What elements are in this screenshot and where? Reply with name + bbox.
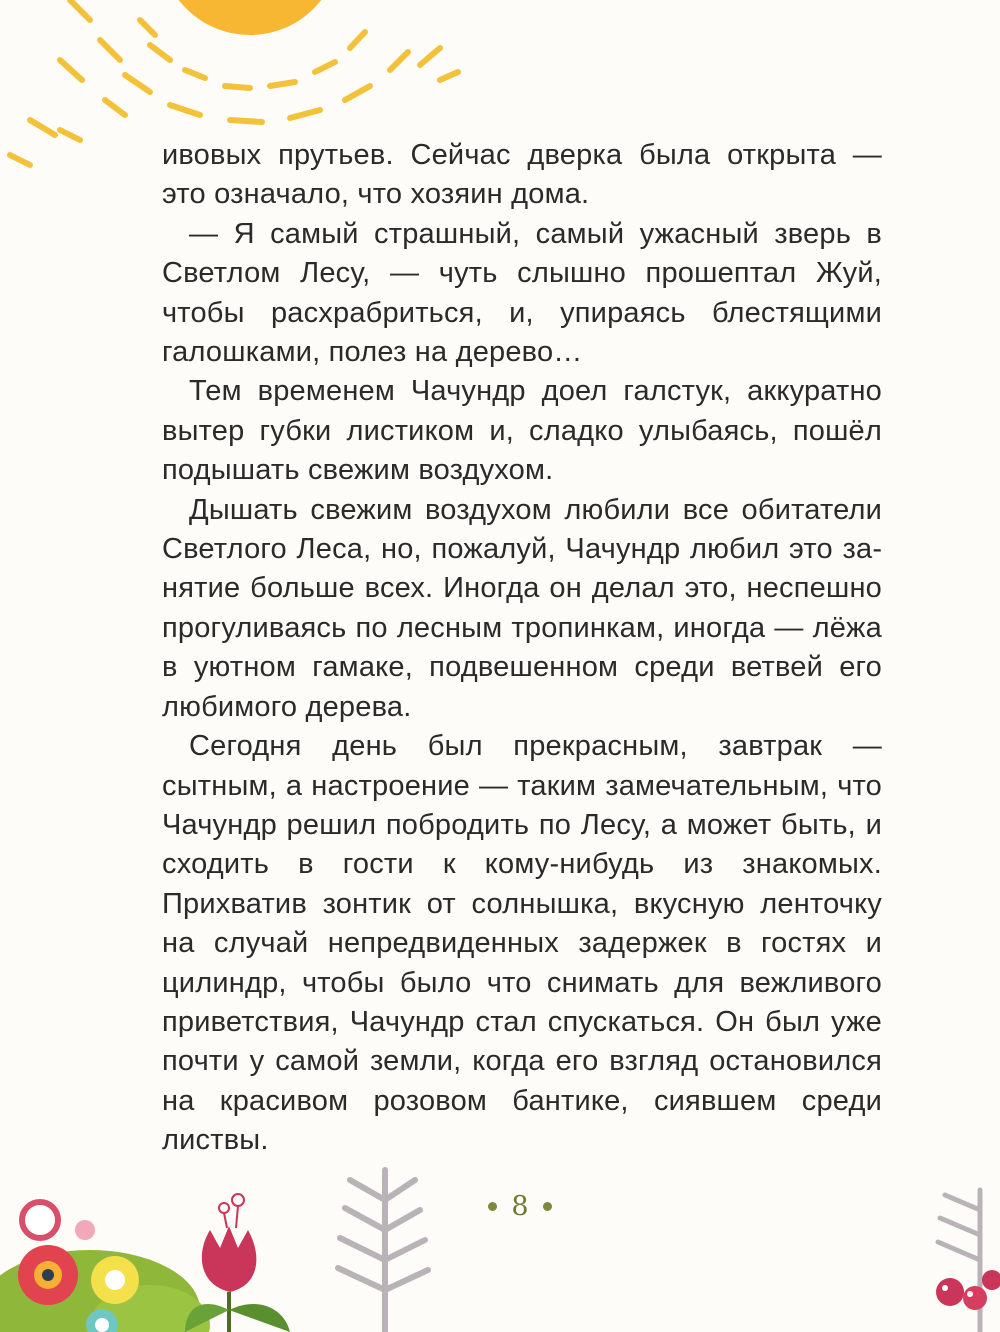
paragraph-2: — Я самый страшный, самый ужасный зверь в Светлом Лесу, — чуть слышно прошептал Жуй, чтобы расхрабриться, и, упираясь блестящими галошками, полез на дерево…: [162, 217, 882, 369]
story-text: [162, 136, 882, 1161]
paragraph-4: Дышать свежим воздухом любили все обитатели Светлого Леса, но, пожалуй, Чачундр любил это занятие больше всех. Иногда он делал это, неспешно прогуливаясь по лесным тропинкам, иногда — лёжа в уютном гамаке, подвешенном среди ветвей его любимого дерева.: [162, 493, 882, 723]
page-number-dot-left: [488, 1202, 497, 1211]
page-number-dot-right: [543, 1202, 552, 1211]
berries-illustration-icon: [920, 1180, 1000, 1332]
flowers-illustration-icon: [0, 1160, 440, 1332]
paragraph-5: Сегодня день был прекрасным, завтрак — сытным, а настроение — таким замечательным, что Чачундр решил побродить по Лесу, а может быть, и сходить в гости к кому-нибудь из знакомых. Прихватив зонтик от солнышка, вкусную ленточку на случай непредвиденных задержек в гостях и цилиндр, чтобы было что снимать для вежливого приветствия, Чачундр стал спускаться. Он был уже почти у самой земли, когда его взгляд остановился на красивом розовом бантике, сиявшем среди листвы.: [162, 730, 882, 1157]
paragraph-3: Тем временем Чачундр доел галстук, аккуратно вытер губки листиком и, сладко улыбаясь, пошёл подышать свежим воздухом.: [162, 375, 882, 487]
paragraph-1: ивовых прутьев. Сейчас дверка была открыта — это означало, что хозяин дома.: [162, 139, 882, 211]
page-number-block: [470, 1186, 570, 1226]
page-number: 8: [511, 1190, 529, 1222]
